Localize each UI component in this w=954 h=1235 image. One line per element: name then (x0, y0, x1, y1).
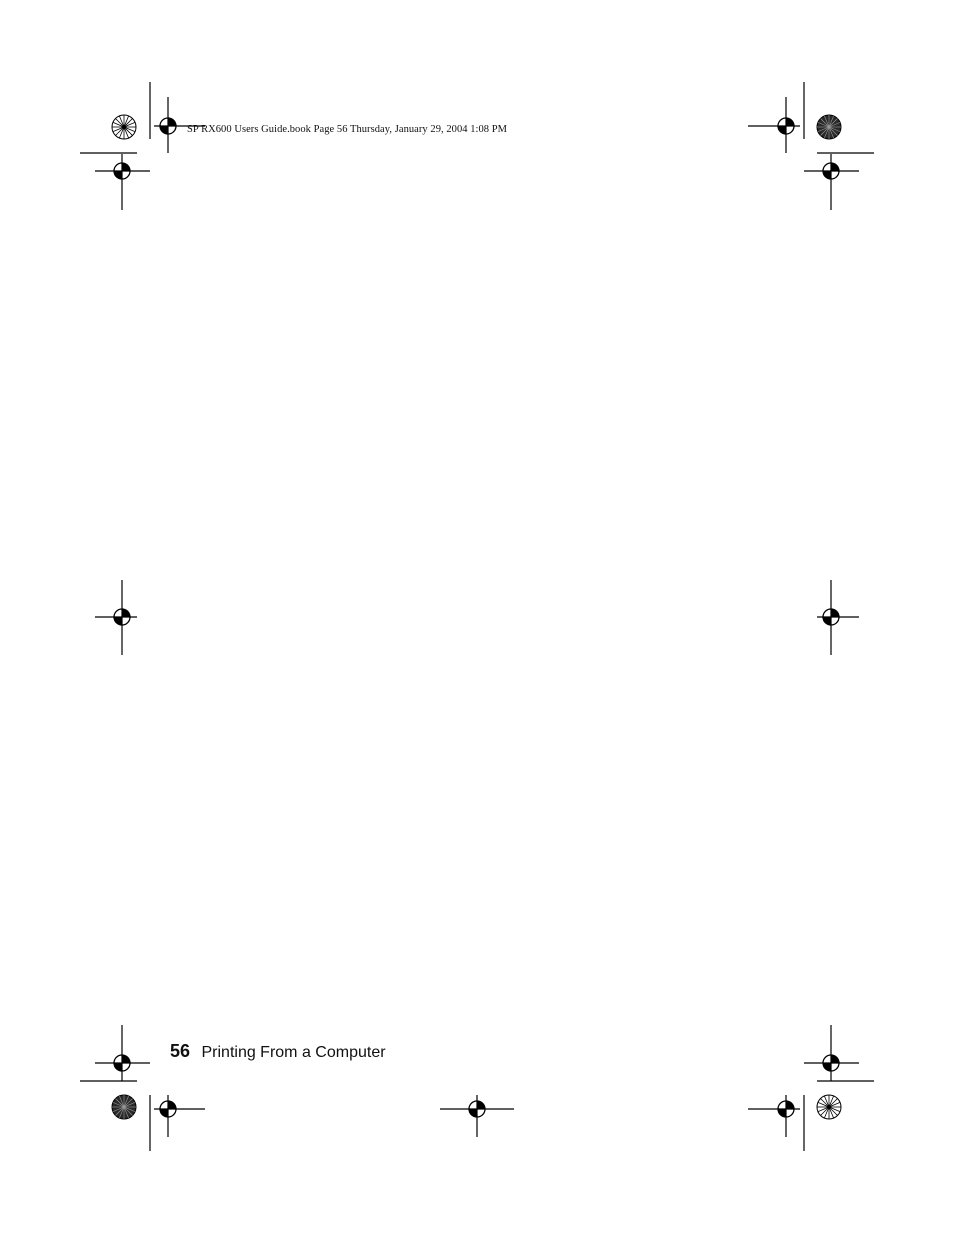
registration-mark-icon (823, 1055, 839, 1071)
starburst-target-icon (112, 1095, 136, 1119)
registration-mark-icon (114, 1055, 130, 1071)
page-footer (170, 1041, 386, 1062)
registration-mark-icon (823, 609, 839, 625)
print-slug-line: SP RX600 Users Guide.book Page 56 Thursday, January 29, 2004 1:08 PM (187, 124, 508, 135)
starburst-target-icon (112, 115, 136, 139)
registration-mark-icon (114, 163, 130, 179)
page-number: 56 (170, 1041, 191, 1061)
registration-mark-icon (160, 1101, 176, 1117)
registration-mark-icon (823, 163, 839, 179)
crop-lines (80, 82, 874, 1151)
section-title: Printing From a Computer (201, 1044, 386, 1061)
registration-mark-icon (114, 609, 130, 625)
registration-mark-icon (469, 1101, 485, 1117)
starburst-target-icon (817, 1095, 841, 1119)
registration-mark-icon (778, 1101, 794, 1117)
registration-mark-icon (778, 118, 794, 134)
starburst-target-icon (817, 115, 841, 139)
registration-mark-icon (160, 118, 176, 134)
